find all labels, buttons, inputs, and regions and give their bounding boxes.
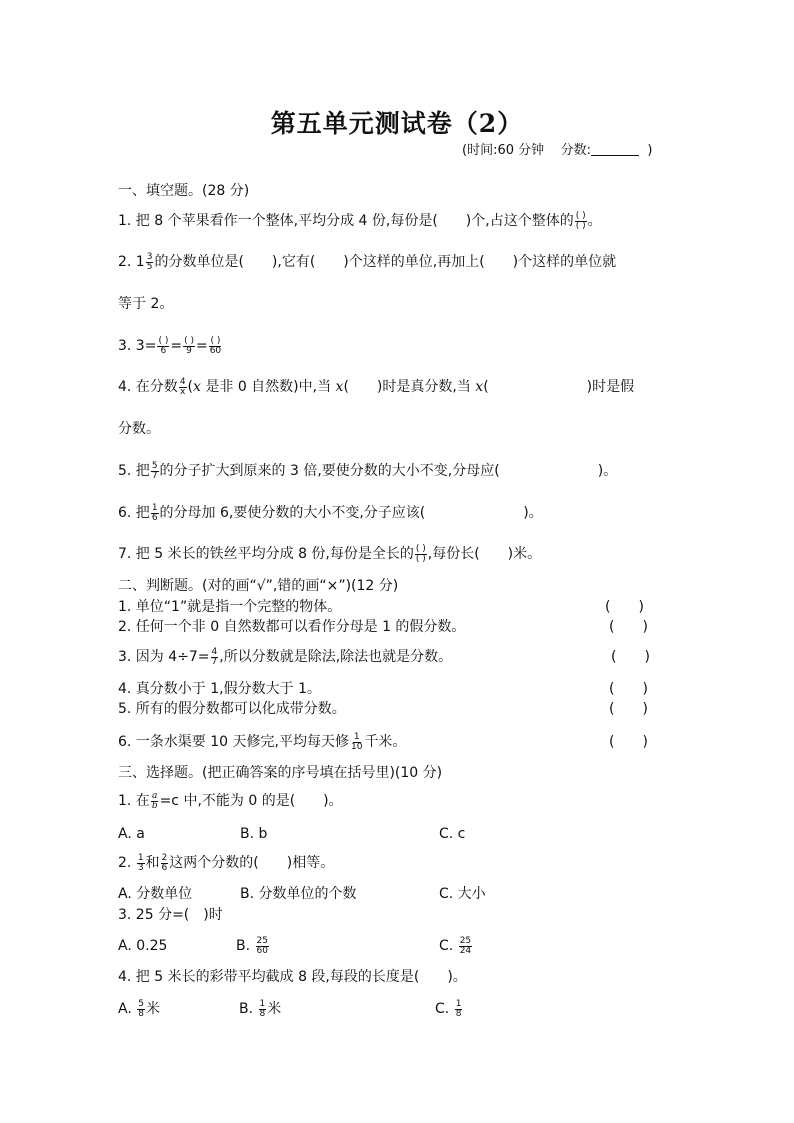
choice-2-option-b[interactable]: B. 分数单位的个数 [240,886,357,902]
q7-text: 7. 把 5 米长的铁丝平均分成 8 份,每份是全长的 [118,546,414,562]
fill-question-2-cont: 等于 2。 [118,296,174,312]
q2-prefix: 2. 1 [118,254,145,270]
section-3-heading: 三、选择题。(把正确答案的序号填在括号里)(10 分) [118,765,443,781]
choice-1-option-a[interactable]: A. a [118,826,145,842]
answer-paren[interactable]: ( ) [609,734,648,750]
fraction: $\frac{25}{24}$ [459,935,472,956]
q4-text: ( )时是真分数,当 [343,379,476,395]
q6-text: 的分母加 6,要使分数的大小不变,分子应该( )。 [159,505,543,521]
answer-paren[interactable]: ( ) [609,701,648,717]
q5-text: 的分子扩大到原来的 3 倍,要使分数的大小不变,分母应( )。 [159,463,618,479]
fraction: $\frac{25}{60}$ [256,935,268,956]
choice-3-option-a[interactable]: A. 0.25 [118,938,168,954]
fraction-blank[interactable]: $\frac{( )}{6}$ [158,335,169,356]
page-title: 第五单元测试卷（2） [270,109,524,138]
fill-question-3: 3. 3= $\frac{( )}{6}$ = $\frac{( )}{9}$ = $\frac{( )}{60}$ [118,335,222,356]
fill-question-4: 4. 在分数 $\frac{4}{x}$ (x 是非 0 自然数)中,当 x( )时是真分数,当 x( )时是假 [118,376,635,397]
q1-prefix: 1. 在 [118,793,150,809]
score-blank[interactable] [591,143,639,156]
choice-4-option-b[interactable]: B. $\frac{1}{8}$ 米 [239,998,282,1019]
choice-3-option-c[interactable]: C. $\frac{25}{24}$ [439,935,472,956]
q4-text: ( )时是假 [483,379,635,395]
judge-question-2: 2. 任何一个非 0 自然数都可以看作分母是 1 的假分数。 [118,619,466,635]
fraction: $\frac{1}{6}$ [151,502,158,523]
choice-question-2: 2. $\frac{1}{3}$ 和 $\frac{2}{6}$ 这两个分数的( )相等。 [118,852,335,873]
fraction[interactable]: $\frac{( )}{( )}$ [575,210,586,231]
q5-prefix: 5. 把 [118,463,150,479]
q1-text: 1. 把 8 个苹果看作一个整体,平均分成 4 份,每份是( )个,占这个整体的 [118,213,574,229]
fill-question-4-cont: 分数。 [118,421,160,437]
var-x: x [475,379,484,395]
q3-text: ,所以分数就是除法,除法也就是分数。 [219,649,453,665]
q1-text: =c 中,不能为 0 的是( )。 [159,793,343,809]
answer-paren[interactable]: ( ) [609,619,648,635]
answer-paren[interactable]: ( ) [609,681,648,697]
q6-end: 千米。 [364,734,407,750]
score-label: 分数: [560,143,592,158]
choice-question-3: 3. 25 分=( )时 [118,907,223,923]
q3-prefix: 3. 因为 4÷7= [118,649,210,665]
judge-question-3 [118,647,452,667]
exam-meta [462,139,652,158]
answer-paren[interactable]: ( ) [611,649,650,665]
answer-paren[interactable]: ( ) [605,599,644,615]
q1-end: 。 [587,213,602,229]
fraction: $\frac{1}{8}$ [455,998,462,1019]
q3-prefix: 3. 3= [118,338,157,354]
fraction: $\frac{1}{10}$ [350,731,363,752]
fraction: $\frac{3}{5}$ [146,251,153,272]
fill-question-1 [118,211,602,231]
fraction: $\frac{a}{b}$ [151,790,158,811]
fraction-blank[interactable]: $\frac{( )}{9}$ [184,335,194,356]
fill-question-7 [118,544,541,564]
fraction: $\frac{4}{7}$ [211,646,218,667]
q2-prefix: 2. [118,855,136,871]
choice-question-1 [118,791,343,811]
section-2-heading: 二、判断题。(对的画“√”,错的画“×”)(12 分) [118,578,399,594]
q6-text: 6. 一条水渠要 10 天修完,平均每天修 [118,734,349,750]
fill-question-2 [118,252,616,272]
judge-question-4: 4. 真分数小于 1,假分数大于 1。 [118,681,321,697]
q2-text: 的分数单位是( ),它有( )个这样的单位,再加上( )个这样的单位就 [154,254,617,270]
time-label: (时间:60 分钟 [462,143,545,158]
q6-prefix: 6. 把 [118,505,150,521]
judge-question-5: 5. 所有的假分数都可以化成带分数。 [118,701,346,717]
fraction-blank[interactable]: $\frac{( )}{( )}$ [415,543,426,564]
fraction-blank[interactable]: $\frac{( )}{60}$ [209,335,222,356]
fill-question-5 [118,461,617,481]
fraction: $\frac{1}{8}$ [259,998,266,1019]
choice-question-4: 4. 把 5 米长的彩带平均截成 8 段,每段的长度是( )。 [118,969,467,985]
choice-1-option-c[interactable]: C. c [439,826,466,842]
fraction: $\frac{1}{3}$ [137,852,144,873]
section-1-heading: 一、填空题。(28 分) [118,183,250,199]
meta-close: ) [647,143,653,158]
choice-2-option-c[interactable]: C. 大小 [439,886,486,902]
q4-prefix: 4. 在分数 [118,379,178,395]
judge-question-6 [118,732,406,752]
fill-question-6 [118,503,543,523]
fraction: $\frac{5}{7}$ [151,460,158,481]
fraction: $\frac{2}{6}$ [161,852,168,873]
choice-1-option-b[interactable]: B. b [240,826,268,842]
q7-end: ,每份长( )米。 [427,546,542,562]
fraction: $\frac{5}{8}$ [138,998,144,1019]
var-x: x [335,379,344,395]
choice-4-option-a[interactable]: A. $\frac{5}{8}$ 米 [118,998,160,1019]
q4-text: 是非 0 自然数)中,当 [200,379,336,395]
choice-4-option-c[interactable]: C. $\frac{1}{8}$ [435,998,462,1019]
q2-text: 这两个分数的( )相等。 [169,855,335,871]
var-x: x [193,379,201,395]
judge-question-1: 1. 单位“1”就是指一个完整的物体。 [118,599,342,615]
choice-2-option-a[interactable]: A. 分数单位 [118,886,193,902]
fraction: $\frac{4}{x}$ [179,376,186,397]
choice-3-option-b[interactable]: B. $\frac{25}{60}$ [236,935,268,956]
